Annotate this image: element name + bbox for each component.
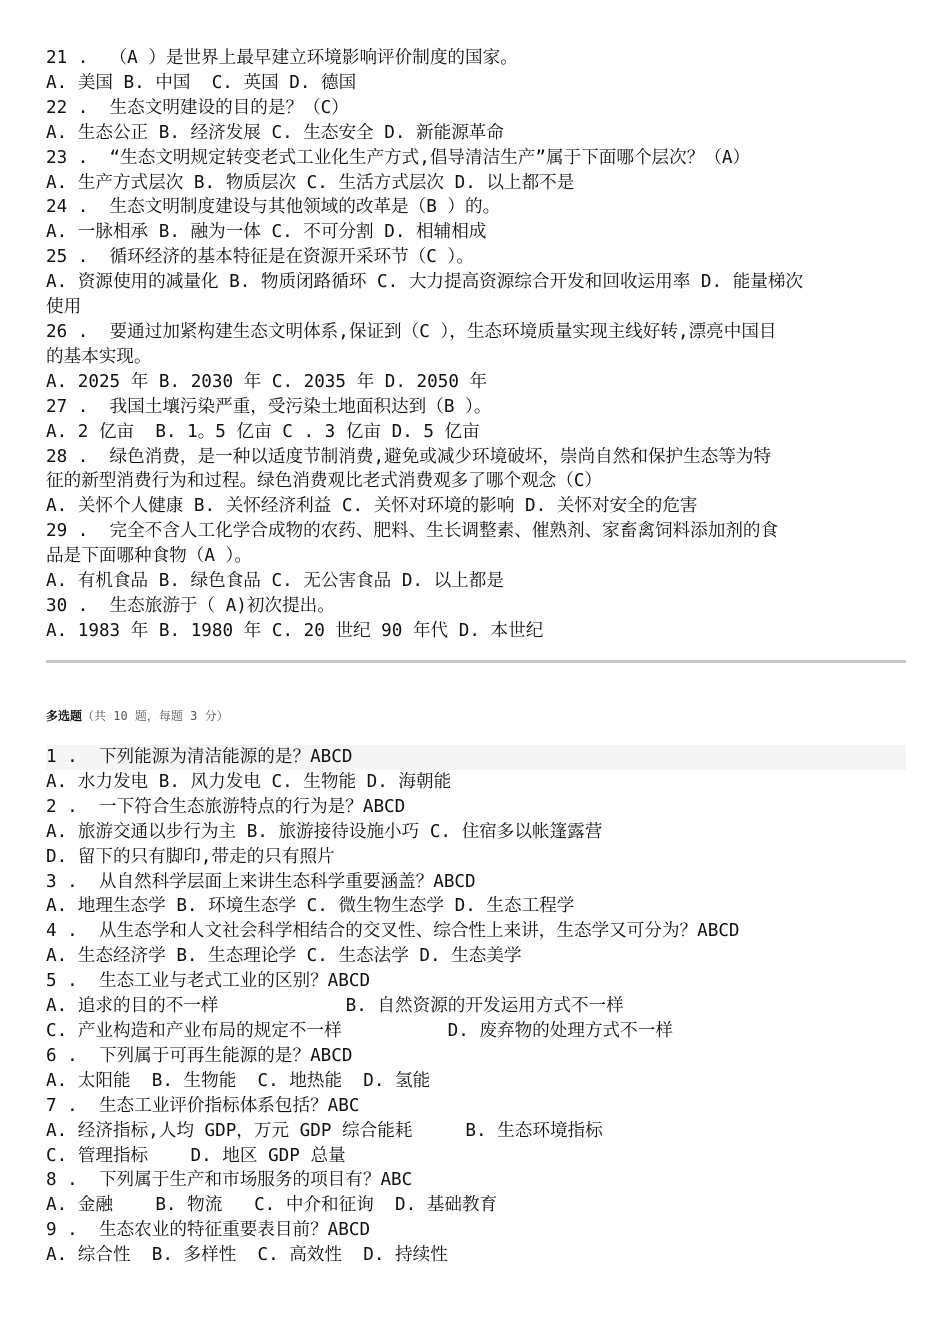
mq5-options-cont: C. 产业构造和产业布局的规定不一样 D. 废弃物的处理方式不一样 [46, 1020, 673, 1041]
mq4-question: 4 . 从生态学和人文社会科学相结合的交叉性、综合性上来讲，生态学又可分为？ABCD [46, 921, 740, 942]
page-divider [46, 660, 906, 663]
mq9-question: 9 . 生态农业的特征重要表目前？ABCD [46, 1220, 371, 1241]
section-title: 多选题 [46, 709, 83, 723]
q23-options: A. 生产方式层次 B. 物质层次 C. 生活方式层次 D. 以上都不是 [46, 172, 575, 193]
mq9-options: A. 综合性 B. 多样性 C. 高效性 D. 持续性 [46, 1245, 448, 1266]
mq8-question: 8 . 下列属于生产和市场服务的项目有？ABC [46, 1170, 413, 1191]
mq6-question: 6 . 下列属于可再生能源的是？ABCD [46, 1045, 353, 1066]
mq3-question: 3 . 从自然科学层面上来讲生态科学重要涵盖？ABCD [46, 871, 476, 892]
q26-options: A. 2025 年 B. 2030 年 C. 2035 年 D. 2050 年 [46, 371, 488, 392]
mq5-question: 5 . 生态工业与老式工业的区别？ABCD [46, 971, 371, 992]
q30-options: A. 1983 年 B. 1980 年 C. 20 世纪 90 年代 D. 本世纪 [46, 620, 544, 641]
multi-choice-block [46, 745, 906, 1268]
mq2-options: A. 旅游交通以步行为主 B. 旅游接待设施小巧 C. 住宿多以帐篷露营 [46, 821, 603, 842]
section-heading [46, 708, 229, 724]
q22-question: 22 . 生态文明建设的目的是？（C） [46, 97, 349, 118]
mq7-options-cont: C. 管理指标 D. 地区 GDP 总量 [46, 1145, 346, 1166]
mq1-options: A. 水力发电 B. 风力发电 C. 生物能 D. 海朝能 [46, 771, 452, 792]
q25-options-cont: 使用 [46, 297, 82, 318]
mq5-options: A. 追求的目的不一样 B. 自然资源的开发运用方式不一样 [46, 996, 624, 1017]
q28-options: A. 关怀个人健康 B. 关怀经济利益 C. 关怀对环境的影响 D. 关怀对安全的危害 [46, 496, 698, 517]
q23-question: 23 . “生态文明规定转变老式工业化生产方式,倡导清洁生产”属于下面哪个层次？（A） [46, 147, 751, 168]
section-meta: （共 10 题，每题 3 分） [82, 709, 229, 723]
q26-question: 26 . 要通过加紧构建生态文明体系,保证到（C ），生态环境质量实现主线好转,漂亮中国目 [46, 321, 777, 342]
mq4-options: A. 生态经济学 B. 生态理论学 C. 生态法学 D. 生态美学 [46, 946, 522, 967]
mq3-options: A. 地理生态学 B. 环境生态学 C. 微生物生态学 D. 生态工程学 [46, 896, 575, 917]
q29-question-cont: 品是下面哪种食物（A ）。 [46, 546, 252, 567]
mq7-options: A. 经济指标,人均 GDP，万元 GDP 综合能耗 B. 生态环境指标 [46, 1120, 603, 1141]
mq6-options: A. 太阳能 B. 生物能 C. 地热能 D. 氢能 [46, 1070, 431, 1091]
q30-question: 30 . 生态旅游于（ A)初次提出。 [46, 595, 335, 616]
q24-options: A. 一脉相承 B. 融为一体 C. 不可分割 D. 相辅相成 [46, 222, 487, 243]
q21-options: A. 美国 B. 中国 C. 英国 D. 德国 [46, 72, 357, 93]
q21-question: 21 . （A ）是世界上最早建立环境影响评价制度的国家。 [46, 48, 518, 68]
q27-options: A. 2 亿亩 B. 1。5 亿亩 C . 3 亿亩 D. 5 亿亩 [46, 421, 480, 442]
q24-question: 24 . 生态文明制度建设与其他领域的改革是（B ）的。 [46, 197, 501, 218]
single-choice-block [46, 46, 906, 644]
q29-question: 29 . 完全不含人工化学合成物的农药、肥料、生长调整素、催熟剂、家畜禽饲料添加剂的食 [46, 521, 779, 542]
q28-question: 28 . 绿色消费，是一种以适度节制消费,避免或减少环境破坏，崇尚自然和保护生态等为特 [46, 446, 772, 467]
q29-options: A. 有机食品 B. 绿色食品 C. 无公害食品 D. 以上都是 [46, 571, 504, 592]
q26-question-cont: 的基本实现。 [46, 346, 152, 367]
mq1-question: 1 . 下列能源为清洁能源的是？ABCD [46, 745, 906, 770]
mq2-question: 2 . 一下符合生态旅游特点的行为是？ABCD [46, 796, 406, 817]
q22-options: A. 生态公正 B. 经济发展 C. 生态安全 D. 新能源革命 [46, 122, 504, 143]
q28-question-cont: 征的新型消费行为和过程。绿色消费观比老式消费观多了哪个观念（C） [46, 471, 603, 492]
q25-question: 25 . 循环经济的基本特征是在资源开采环节（C ）。 [46, 247, 474, 268]
mq8-options: A. 金融 B. 物流 C. 中介和征询 D. 基础教育 [46, 1195, 498, 1216]
q27-question: 27 . 我国土壤污染严重，受污染土地面积达到（B ）。 [46, 396, 492, 417]
mq2-options-cont: D. 留下的只有脚印,带走的只有照片 [46, 846, 335, 867]
q25-options: A. 资源使用的减量化 B. 物质闭路循环 C. 大力提高资源综合开发和回收运用率 D. 能量梯次 [46, 272, 804, 293]
mq7-question: 7 . 生态工业评价指标体系包括？ABC [46, 1095, 360, 1116]
